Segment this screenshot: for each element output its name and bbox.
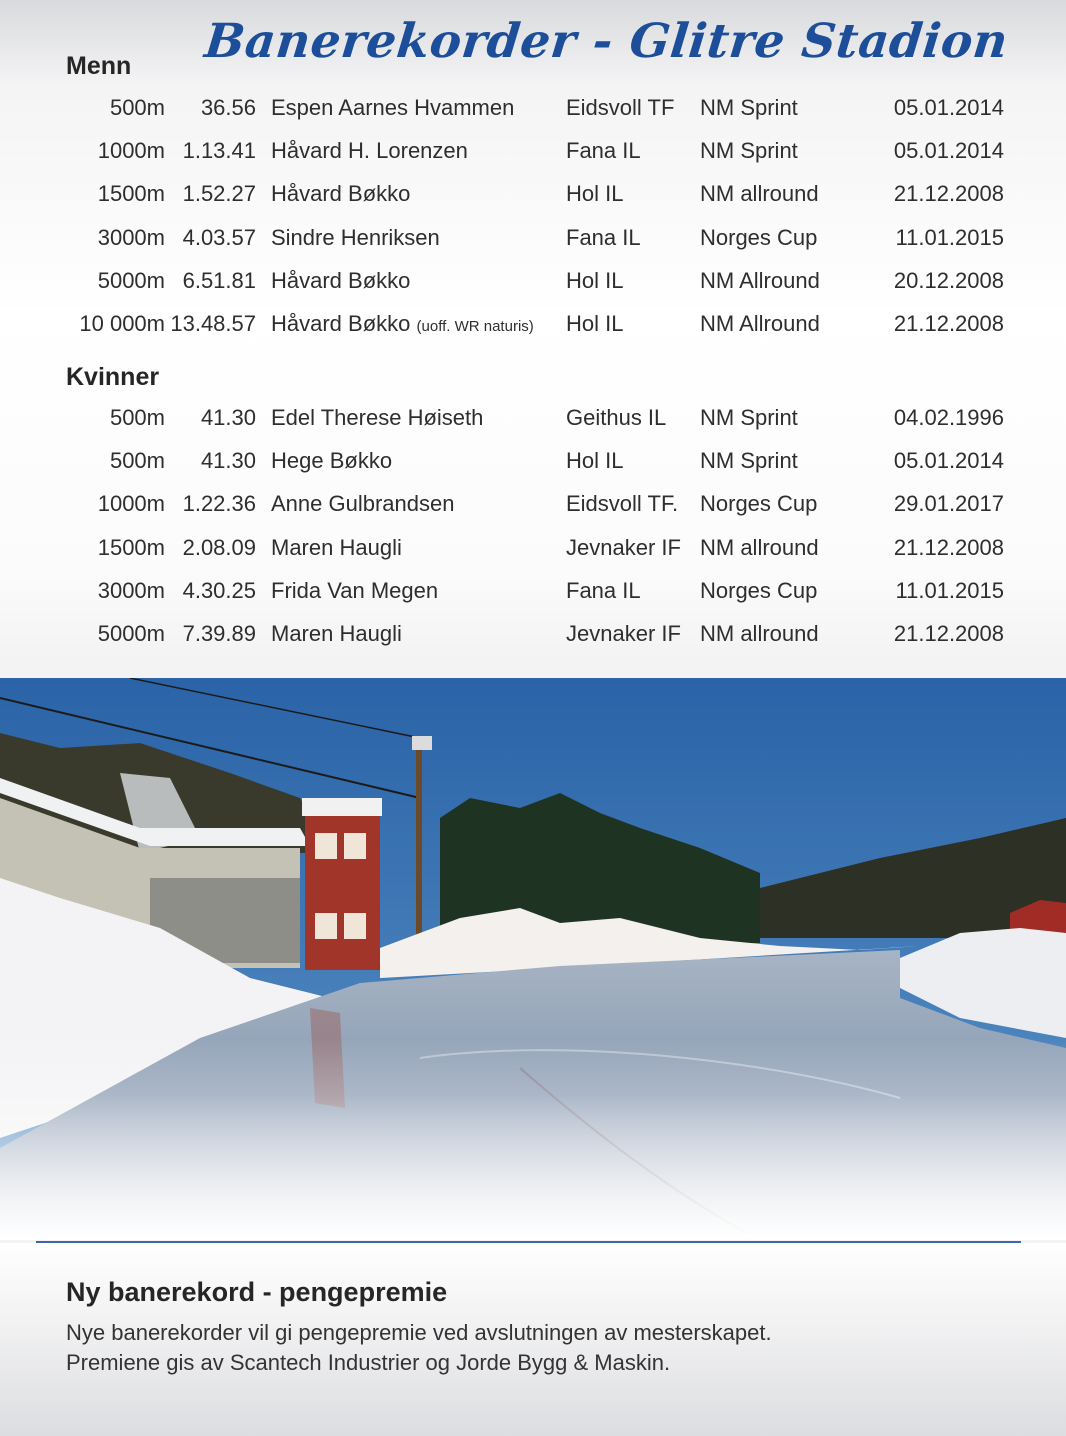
- record-date: 05.01.2014: [893, 138, 1004, 164]
- record-time: 13.48.57: [170, 311, 256, 336]
- record-distance: 5000m: [97, 267, 165, 293]
- record-distance: 1500m: [97, 534, 165, 560]
- record-distance: 500m: [109, 95, 165, 120]
- record-row: [0, 95, 1066, 125]
- record-event: Norges Cup: [700, 491, 818, 517]
- record-skater: Maren Haugli: [271, 621, 402, 646]
- record-skater: Hege Bøkko: [271, 448, 393, 474]
- record-time: 1.22.36: [182, 491, 256, 517]
- record-time: 41.30: [200, 448, 256, 474]
- record-event: NM allround: [700, 534, 819, 560]
- record-distance: 1000m: [97, 138, 165, 164]
- prize-heading: Ny banerekord - pengepremie: [66, 1277, 448, 1307]
- record-skater: Håvard H. Lorenzen: [271, 138, 468, 164]
- prize-text-line-1: Nye banerekorder vil gi pengepremie ved avslutningen av mesterskapet.: [66, 1320, 772, 1345]
- record-skater: Håvard Bøkko (uoff. WR naturis): [271, 311, 534, 336]
- record-event: NM Sprint: [700, 448, 798, 474]
- record-distance: 500m: [109, 405, 165, 430]
- record-skater: Frida Van Megen: [271, 577, 439, 603]
- record-date: 05.01.2014: [893, 448, 1004, 474]
- record-date: 04.02.1996: [893, 405, 1004, 430]
- record-row: [0, 535, 1066, 565]
- record-time: 4.30.25: [182, 577, 256, 603]
- record-club: Jevnaker IF: [566, 534, 681, 560]
- record-club: Jevnaker IF: [566, 621, 681, 646]
- women-heading: Kvinner: [66, 363, 160, 391]
- record-row: [0, 268, 1066, 298]
- record-distance: 1000m: [97, 491, 165, 517]
- record-time: 1.13.41: [182, 138, 256, 164]
- record-distance: 3000m: [97, 224, 165, 250]
- men-heading: Menn: [66, 52, 132, 80]
- record-row: [0, 448, 1066, 478]
- record-time: 36.56: [200, 95, 256, 120]
- record-club: Fana IL: [566, 224, 641, 250]
- record-date: 29.01.2017: [893, 491, 1004, 517]
- record-skater: Håvard Bøkko: [271, 267, 411, 293]
- page-title: Banerekorder - Glitre Stadion: [202, 14, 1011, 69]
- record-row: [0, 181, 1066, 211]
- record-distance: 5000m: [97, 621, 165, 646]
- record-date: 21.12.2008: [893, 181, 1004, 207]
- record-row: [0, 225, 1066, 255]
- record-event: Norges Cup: [700, 577, 818, 603]
- record-event: NM allround: [700, 621, 819, 646]
- record-date: 11.01.2015: [895, 224, 1004, 250]
- record-club: Hol IL: [566, 448, 624, 474]
- record-row: [0, 138, 1066, 168]
- record-date: 21.12.2008: [893, 311, 1004, 336]
- record-club: Fana IL: [566, 577, 641, 603]
- record-distance: 500m: [109, 448, 165, 474]
- record-row: [0, 491, 1066, 521]
- record-distance: 3000m: [97, 577, 165, 603]
- record-event: NM Sprint: [700, 95, 798, 120]
- record-date: 21.12.2008: [893, 534, 1004, 560]
- record-time: 41.30: [200, 405, 256, 430]
- record-time: 6.51.81: [182, 267, 256, 293]
- record-event: NM Allround: [700, 267, 820, 293]
- record-event: NM allround: [700, 181, 819, 207]
- record-event: NM Allround: [700, 311, 820, 336]
- record-time: 2.08.09: [182, 534, 256, 560]
- record-row: [0, 311, 1066, 341]
- record-time: 7.39.89: [182, 621, 256, 646]
- record-date: 11.01.2015: [895, 577, 1004, 603]
- record-row: [0, 621, 1066, 651]
- record-skater: Håvard Bøkko: [271, 181, 411, 207]
- record-skater: Edel Therese Høiseth: [271, 405, 484, 430]
- record-time: 4.03.57: [182, 224, 256, 250]
- record-club: Fana IL: [566, 138, 641, 164]
- record-club: Hol IL: [566, 311, 624, 336]
- ice-rink-photo: [0, 678, 1066, 1240]
- record-date: 05.01.2014: [893, 95, 1004, 120]
- record-skater: Maren Haugli: [271, 534, 402, 560]
- record-skater: Anne Gulbrandsen: [271, 491, 455, 517]
- record-skater: Espen Aarnes Hvammen: [271, 95, 515, 120]
- record-event: NM Sprint: [700, 405, 798, 430]
- record-note: (uoff. WR naturis): [416, 318, 534, 335]
- record-event: NM Sprint: [700, 138, 798, 164]
- record-distance: 1500m: [97, 181, 165, 207]
- prize-text-line-2: Premiene gis av Scantech Industrier og Jorde Bygg & Maskin.: [66, 1350, 671, 1375]
- record-club: Hol IL: [566, 181, 624, 207]
- record-date: 21.12.2008: [893, 621, 1004, 646]
- record-row: [0, 578, 1066, 608]
- record-club: Eidsvoll TF: [566, 95, 675, 120]
- record-skater: Sindre Henriksen: [271, 224, 440, 250]
- record-date: 20.12.2008: [893, 267, 1004, 293]
- record-row: [0, 405, 1066, 435]
- record-distance: 10 000m: [79, 311, 165, 336]
- record-event: Norges Cup: [700, 224, 818, 250]
- record-club: Geithus IL: [566, 405, 667, 430]
- record-club: Eidsvoll TF.: [566, 491, 679, 517]
- record-club: Hol IL: [566, 267, 624, 293]
- record-time: 1.52.27: [182, 181, 256, 207]
